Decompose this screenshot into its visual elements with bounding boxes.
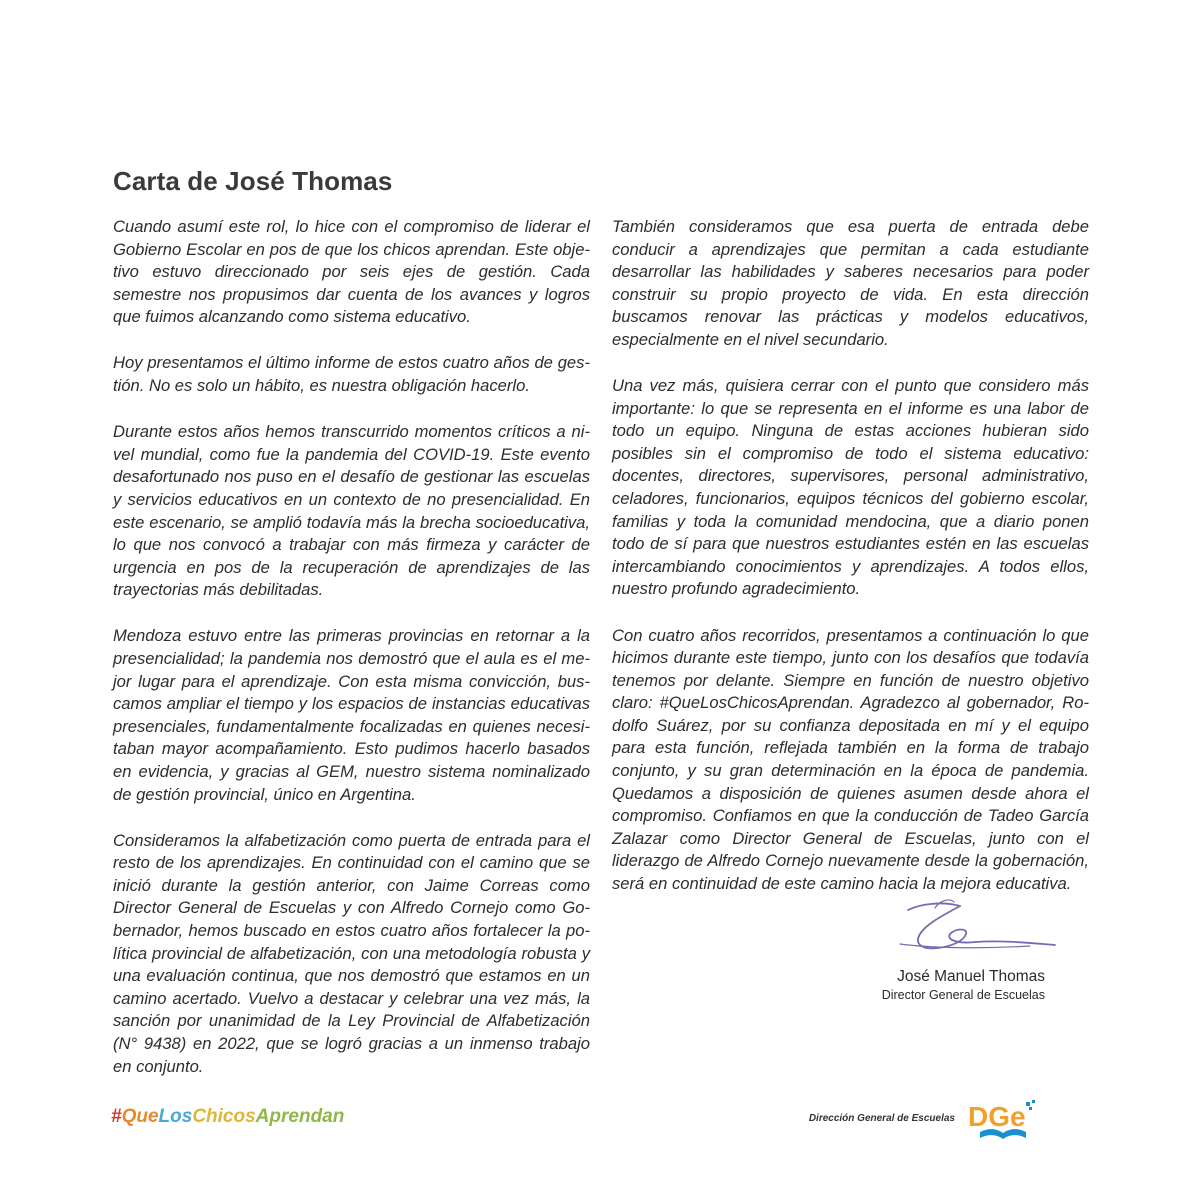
hashtag-part: Los <box>158 1106 193 1127</box>
paragraph: Durante estos años hemos transcurrido momentos críticos a nivel mundial, como fue la pandemia del COVID-19. Este evento desafortunado nos puso en el desafío de gestionar las escuelas y servicios educativos en un contexto de no presencialidad. En este escenario, se amplió todavía más la brecha socioeducativa, lo que nos convocó a trabajar con más firmeza y carácter de urgencia en pos de la recuperación de aprendizajes de las trayectorias más debilitadas. <box>113 422 590 600</box>
dge-logo-text: DGe <box>968 1101 1026 1132</box>
paragraph: Una vez más, quisiera cerrar con el punto que considero más importante: lo que se representa en el informe es una labor de todo un equipo. Ninguna de estas acciones hubieran sido posibles sin el compromiso de todo el sistema educativo: docentes, directores, supervisores, personal administrativo, celadores, funcionarios, equipos técnicos del gobierno escolar, familias y toda la comunidad mendocina, que a diario ponen todo de sí para que nuestros estudiantes estén en las escuelas intercambiando conocimientos y aprendizajes. A todos ellos, nuestro profundo agradecimiento. <box>612 376 1089 599</box>
paragraph: También consideramos que esa puerta de entrada debe conducir a aprendizajes que permitan a cada estudiante desarrollar las habilidades y saberes necesarios para poder construir su propio proyecto de vida. En esta dirección buscamos renovar las prácticas y modelos educativos, especialmente en el nivel secundario. <box>612 217 1089 349</box>
left-column <box>113 216 590 1102</box>
hashtag-part: # <box>111 1106 122 1127</box>
paragraph: Con cuatro años recorridos, presentamos a continuación lo que hicimos durante este tiempo, junto con los desafíos que todavía tenemos por delante. Siempre en función de nuestro objetivo claro: #QueLosChicosAprendan. Agradezco al gobernador, Rodolfo Suárez, por su confianza depositada en mí y el equipo para esta función, reflejada también en la forma de trabajo conjunto, y su gran determinación en la época de pandemia. Quedamos a disposición de quienes asumen desde ahora el compromiso. Confiamos en que la conducción de Tadeo García Zalazar como Director General de Escuelas, junto con el liderazgo de Alfredo Cornejo nuevamente desde la gobernación, será en continuidad de este camino hacia la mejora educativa. <box>612 625 1089 894</box>
dge-logo <box>966 1098 1046 1144</box>
hashtag-part: Chicos <box>192 1106 256 1127</box>
hashtag-slogan <box>111 1106 344 1128</box>
signature-block <box>880 888 1100 1008</box>
paragraph: Mendoza estuvo entre las primeras provincias en retornar a la presencialidad; la pandemia nos demostró que el aula es el mejor lugar para el aprendizaje. Con esta misma convicción, buscamos ampliar el tiempo y los espacios de instancias educativas presenciales, fundamentalmente focalizadas en quienes necesitaban mayor acompañamiento. Esto pudimos hacerlo basados en evidencia, y gracias al GEM, nuestro sistema nominalizado de gestión provincial, único en Argentina. <box>113 626 590 804</box>
handwritten-signature <box>880 888 1080 968</box>
footer-organization: Dirección General de Escuelas <box>808 1113 955 1124</box>
paragraph: Cuando asumí este rol, lo hice con el compromiso de liderar el Gobierno Escolar en pos de que los chicos aprendan. Este objetivo estuvo direccionado por seis ejes de gestión. Cada semestre nos propusimos dar cuenta de los avances y logros que fuimos alcanzando como sistema educativo. <box>113 217 590 327</box>
right-column <box>612 216 1089 919</box>
paragraph: Consideramos la alfabetización como puerta de entrada para el resto de los aprendizajes. En continuidad con el camino que se inició durante la gestión anterior, con Jaime Correas como Director General de Escuelas y con Alfredo Cornejo como Gobernador, hemos buscado en estos cuatro años fortalecer la política provincial de alfabetización, con una metodología robusta y una evaluación continua, que nos demostró que estamos en un camino acertado. Vuelvo a destacar y celebrar una vez más, la sanción por unanimidad de la Ley Provincial de Alfabetización (N° 9438) en 2022, que se logró gracias a un inmenso trabajo en conjunto. <box>113 830 590 1076</box>
hashtag-part: Aprendan <box>255 1106 345 1127</box>
page-title: Carta de José Thomas <box>113 166 393 196</box>
paragraph: Hoy presentamos el último informe de estos cuatro años de gestión. No es solo un hábito, es nuestra obligación hacerlo. <box>113 353 590 396</box>
signatory-role: Director General de Escuelas <box>881 988 1045 1002</box>
signatory-name: José Manuel Thomas <box>897 968 1045 985</box>
hashtag-part: Que <box>121 1106 159 1127</box>
